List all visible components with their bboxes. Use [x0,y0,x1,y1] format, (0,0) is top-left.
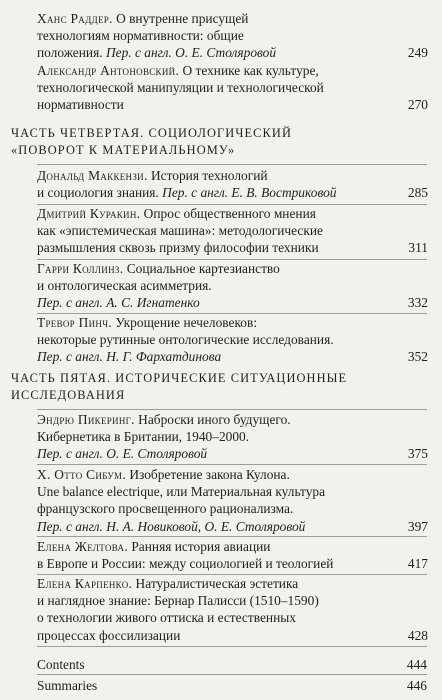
entry-title-line: О технике как культуре, [182,63,319,78]
entry-title-line: История технологий [150,168,268,183]
entry-page-number: 417 [407,556,428,572]
entry-title-line: Социальное картезианство [126,261,280,276]
entry-title-line: как «эпистемическая машина»: методологические [37,223,323,239]
entry-author: Тревор Пинч. [37,315,113,330]
entry-page-number: 332 [407,295,428,311]
entry-title-line: Опрос общественного мнения [143,206,316,221]
toc-entry[interactable] [37,411,428,463]
entry-page-number: 352 [407,349,428,365]
entry-title-line: в Европе и России: между социологией и теологией [37,556,334,572]
entry-author: Ханс Раддер. [37,11,113,26]
entry-title-line: Кибернетика в Британии, 1940–2000. [37,429,250,445]
entry-author: Х. Отто Сибум. [37,467,126,482]
entry-title-line: Натуралистическая эстетика [135,576,299,591]
bottom-rule [37,674,427,675]
entry-rule [37,464,427,465]
entry-title-line: и социология знания. [37,185,159,201]
entry-title-line: положения. [37,45,103,61]
toc-entry[interactable] [37,314,428,366]
section-heading-line: «ПОВОРОТ К МАТЕРИАЛЬНОМУ» [11,143,236,158]
toc-entry-summaries[interactable] [37,677,427,694]
toc-entry[interactable] [37,205,428,257]
entry-title-line: нормативности [37,97,124,113]
entry-title-line: процессах фоссилизации [37,627,181,643]
entry-title-line: Ранняя история авиации [131,539,271,554]
entry-author: Александр Антоновский. [37,63,180,78]
section-heading [11,370,421,404]
toc-entry[interactable] [37,575,428,644]
entry-title-line: Укрощение нечеловеков: [115,315,258,330]
entry-author: Эндрю Пикеринг. [37,412,135,427]
section-heading [11,125,421,159]
entry-translator: Пер. с англ. О. Е. Столяровой [37,446,208,462]
entry-page-number: 375 [407,446,428,462]
entry-page-number: 270 [407,97,428,113]
entry-title-line: французского просвещенного рационализма. [37,501,294,517]
entry-label: Summaries [37,678,98,693]
toc-entry-contents[interactable] [37,656,427,673]
entry-page-number: 444 [406,657,427,672]
section-heading-line: ИССЛЕДОВАНИЯ [11,388,126,403]
entry-author: Елена Карпенко. [37,576,133,591]
bottom-rule [37,646,427,647]
section-heading-line: ЧАСТЬ ПЯТАЯ. ИСТОРИЧЕСКИЕ СИТУАЦИОННЫЕ [11,371,348,385]
entry-title-line: Une balance electrique, или Материальная культура [37,484,326,500]
toc-entry[interactable] [37,62,428,114]
entry-title-line: некоторые рутинные онтологические исследования. [37,332,334,348]
entry-title-line: О внутренне присущей [116,11,249,26]
entry-title-line: Изобретение закона Кулона. [129,467,290,482]
entry-label: Contents [37,657,85,672]
toc-entry[interactable] [37,167,428,201]
entry-title-line: о технологии живого оттиска и естественных [37,610,296,626]
section-rule [37,164,427,165]
entry-author: Елена Желтова. [37,539,128,554]
toc-entry[interactable] [37,10,428,62]
entry-page-number: 249 [407,45,428,61]
entry-translator: Пер. с англ. Е. В. Востриковой [162,185,337,201]
entry-author: Гарри Коллинз. [37,261,124,276]
entry-author: Дональд Маккензи. [37,168,148,183]
entry-page-number: 285 [407,185,428,201]
entry-title-line: размышления сквозь призму философии техники [37,240,319,256]
entry-title-line: Наброски иного будущего. [138,412,291,427]
entry-title-line: технологической манипуляции и технологической [37,80,324,96]
entry-translator: Пер. с англ. О. Е. Столяровой [105,45,277,61]
toc-entry[interactable] [37,466,428,535]
section-rule [37,409,427,410]
entry-title-line: технологиям нормативности: общие [37,28,244,44]
entry-author: Дмитрий Куракин. [37,206,141,221]
entry-page-number: 311 [408,240,428,256]
section-heading-line: ЧАСТЬ ЧЕТВЕРТАЯ. СОЦИОЛОГИЧЕСКИЙ [11,126,293,140]
entry-page-number: 397 [407,518,428,534]
toc-entry[interactable] [37,538,428,572]
entry-translator: Пер. с англ. А. С. Игнатенко [37,295,200,311]
entry-translator: Пер. с англ. Н. Г. Фархатдинова [37,349,222,365]
toc-entry[interactable] [37,260,428,312]
entry-title-line: и онтологическая асимметрия. [37,278,212,294]
entry-page-number: 428 [407,627,428,643]
entry-rule [37,536,427,537]
entry-page-number: 446 [406,678,427,693]
entry-title-line: и наглядное знание: Бернар Палисси (1510–1590) [37,593,319,609]
entry-translator: Пер. с англ. Н. А. Новиковой, О. Е. Столяровой [37,518,306,534]
